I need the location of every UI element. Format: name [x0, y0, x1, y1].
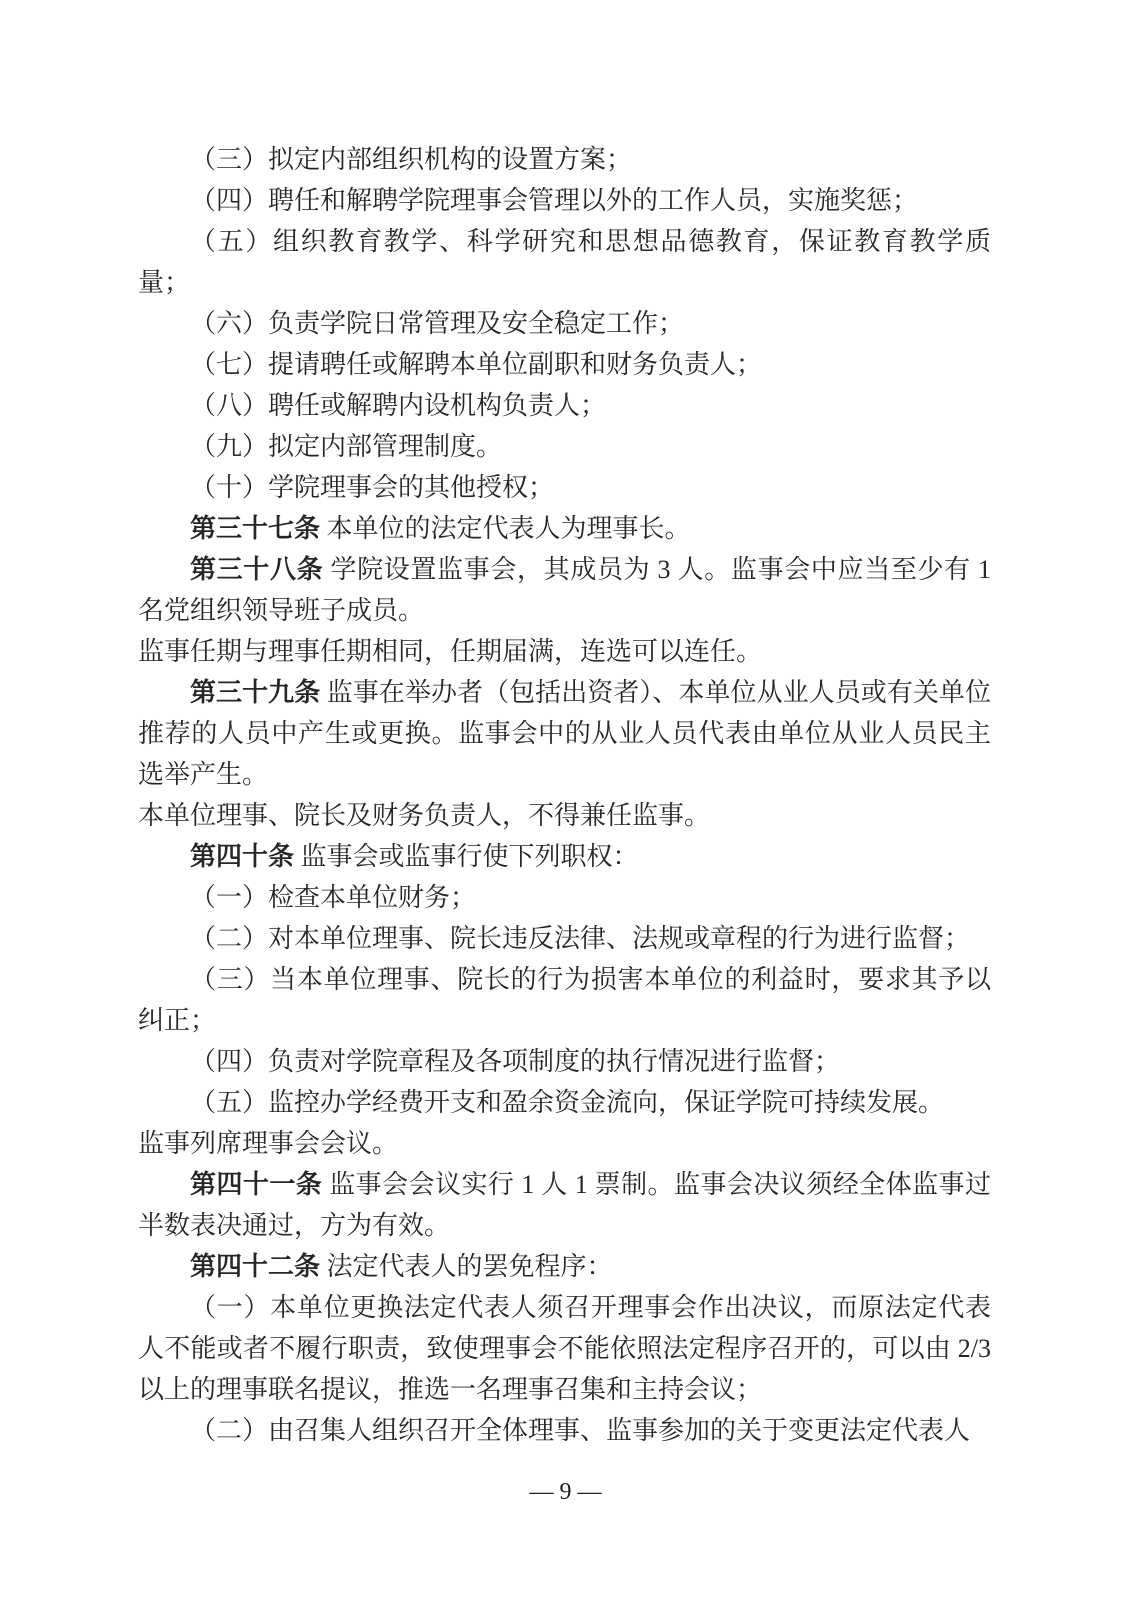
- paragraph: 第四十条 监事会或监事行使下列职权：: [190, 842, 639, 871]
- paragraph: 本单位理事、院长及财务负责人，不得兼任监事。: [138, 801, 711, 830]
- paragraph: （九）拟定内部管理制度。: [190, 432, 503, 461]
- paragraph: （八）聘任或解聘内设机构负责人；: [190, 391, 607, 420]
- paragraph: 第三十八条 学院设置监事会，其成员为 3 人。监事会中应当至少有 1 名党组织领导班子成员。: [138, 555, 991, 625]
- paragraph: （四）聘任和解聘学院理事会管理以外的工作人员，实施奖惩；: [190, 186, 919, 215]
- paragraph: 第三十九条 监事在举办者（包括出资者）、本单位从业人员或有关单位推荐的人员中产生或更换。监事会中的从业人员代表由单位从业人员民主选举产生。: [138, 678, 991, 789]
- paragraph: （七）提请聘任或解聘本单位副职和财务负责人；: [190, 350, 763, 379]
- paragraph: 第三十七条 本单位的法定代表人为理事长。: [190, 514, 691, 543]
- paragraph: （二）对本单位理事、院长违反法律、法规或章程的行为进行监督；: [190, 924, 971, 953]
- paragraph: （五）监控办学经费开支和盈余资金流向，保证学院可持续发展。: [190, 1088, 945, 1117]
- paragraph: （十）学院理事会的其他授权；: [190, 473, 555, 502]
- paragraph: （四）负责对学院章程及各项制度的执行情况进行监督；: [190, 1047, 841, 1076]
- paragraph: （三）拟定内部组织机构的设置方案；: [190, 145, 633, 174]
- paragraph: （三）当本单位理事、院长的行为损害本单位的利益时，要求其予以纠正；: [138, 965, 991, 1035]
- paragraph: 监事列席理事会会议。: [138, 1129, 399, 1158]
- paragraph: 第四十二条 法定代表人的罢免程序：: [190, 1252, 613, 1281]
- paragraph: （一）检查本单位财务；: [190, 883, 477, 912]
- paragraph: （一）本单位更换法定代表人须召开理事会作出决议，而原法定代表人不能或者不履行职责，致使理事会不能依照法定程序召开的，可以由 2/3 以上的理事联名提议，推选一名理事召集和主持会议；: [138, 1293, 991, 1404]
- page-number: — 9 —: [529, 1479, 602, 1505]
- article-number: 第四十一条: [190, 1170, 323, 1199]
- paragraph: （六）负责学院日常管理及安全稳定工作；: [190, 309, 685, 338]
- paragraph: （五）组织教育教学、科学研究和思想品德教育，保证教育教学质量；: [138, 227, 991, 297]
- article-number: 第四十条: [190, 842, 295, 871]
- paragraph: 第四十一条 监事会会议实行 1 人 1 票制。监事会决议须经全体监事过半数表决通过，方为有效。: [138, 1170, 991, 1240]
- document-body: [138, 139, 991, 1451]
- article-number: 第四十二条: [190, 1252, 321, 1281]
- article-number: 第三十九条: [190, 678, 321, 707]
- article-number: 第三十七条: [190, 514, 321, 543]
- article-number: 第三十八条: [190, 555, 324, 584]
- paragraph: 监事任期与理事任期相同，任期届满，连选可以连任。: [138, 637, 763, 666]
- paragraph: （二）由召集人组织召开全体理事、监事参加的关于变更法定代表人: [190, 1416, 971, 1445]
